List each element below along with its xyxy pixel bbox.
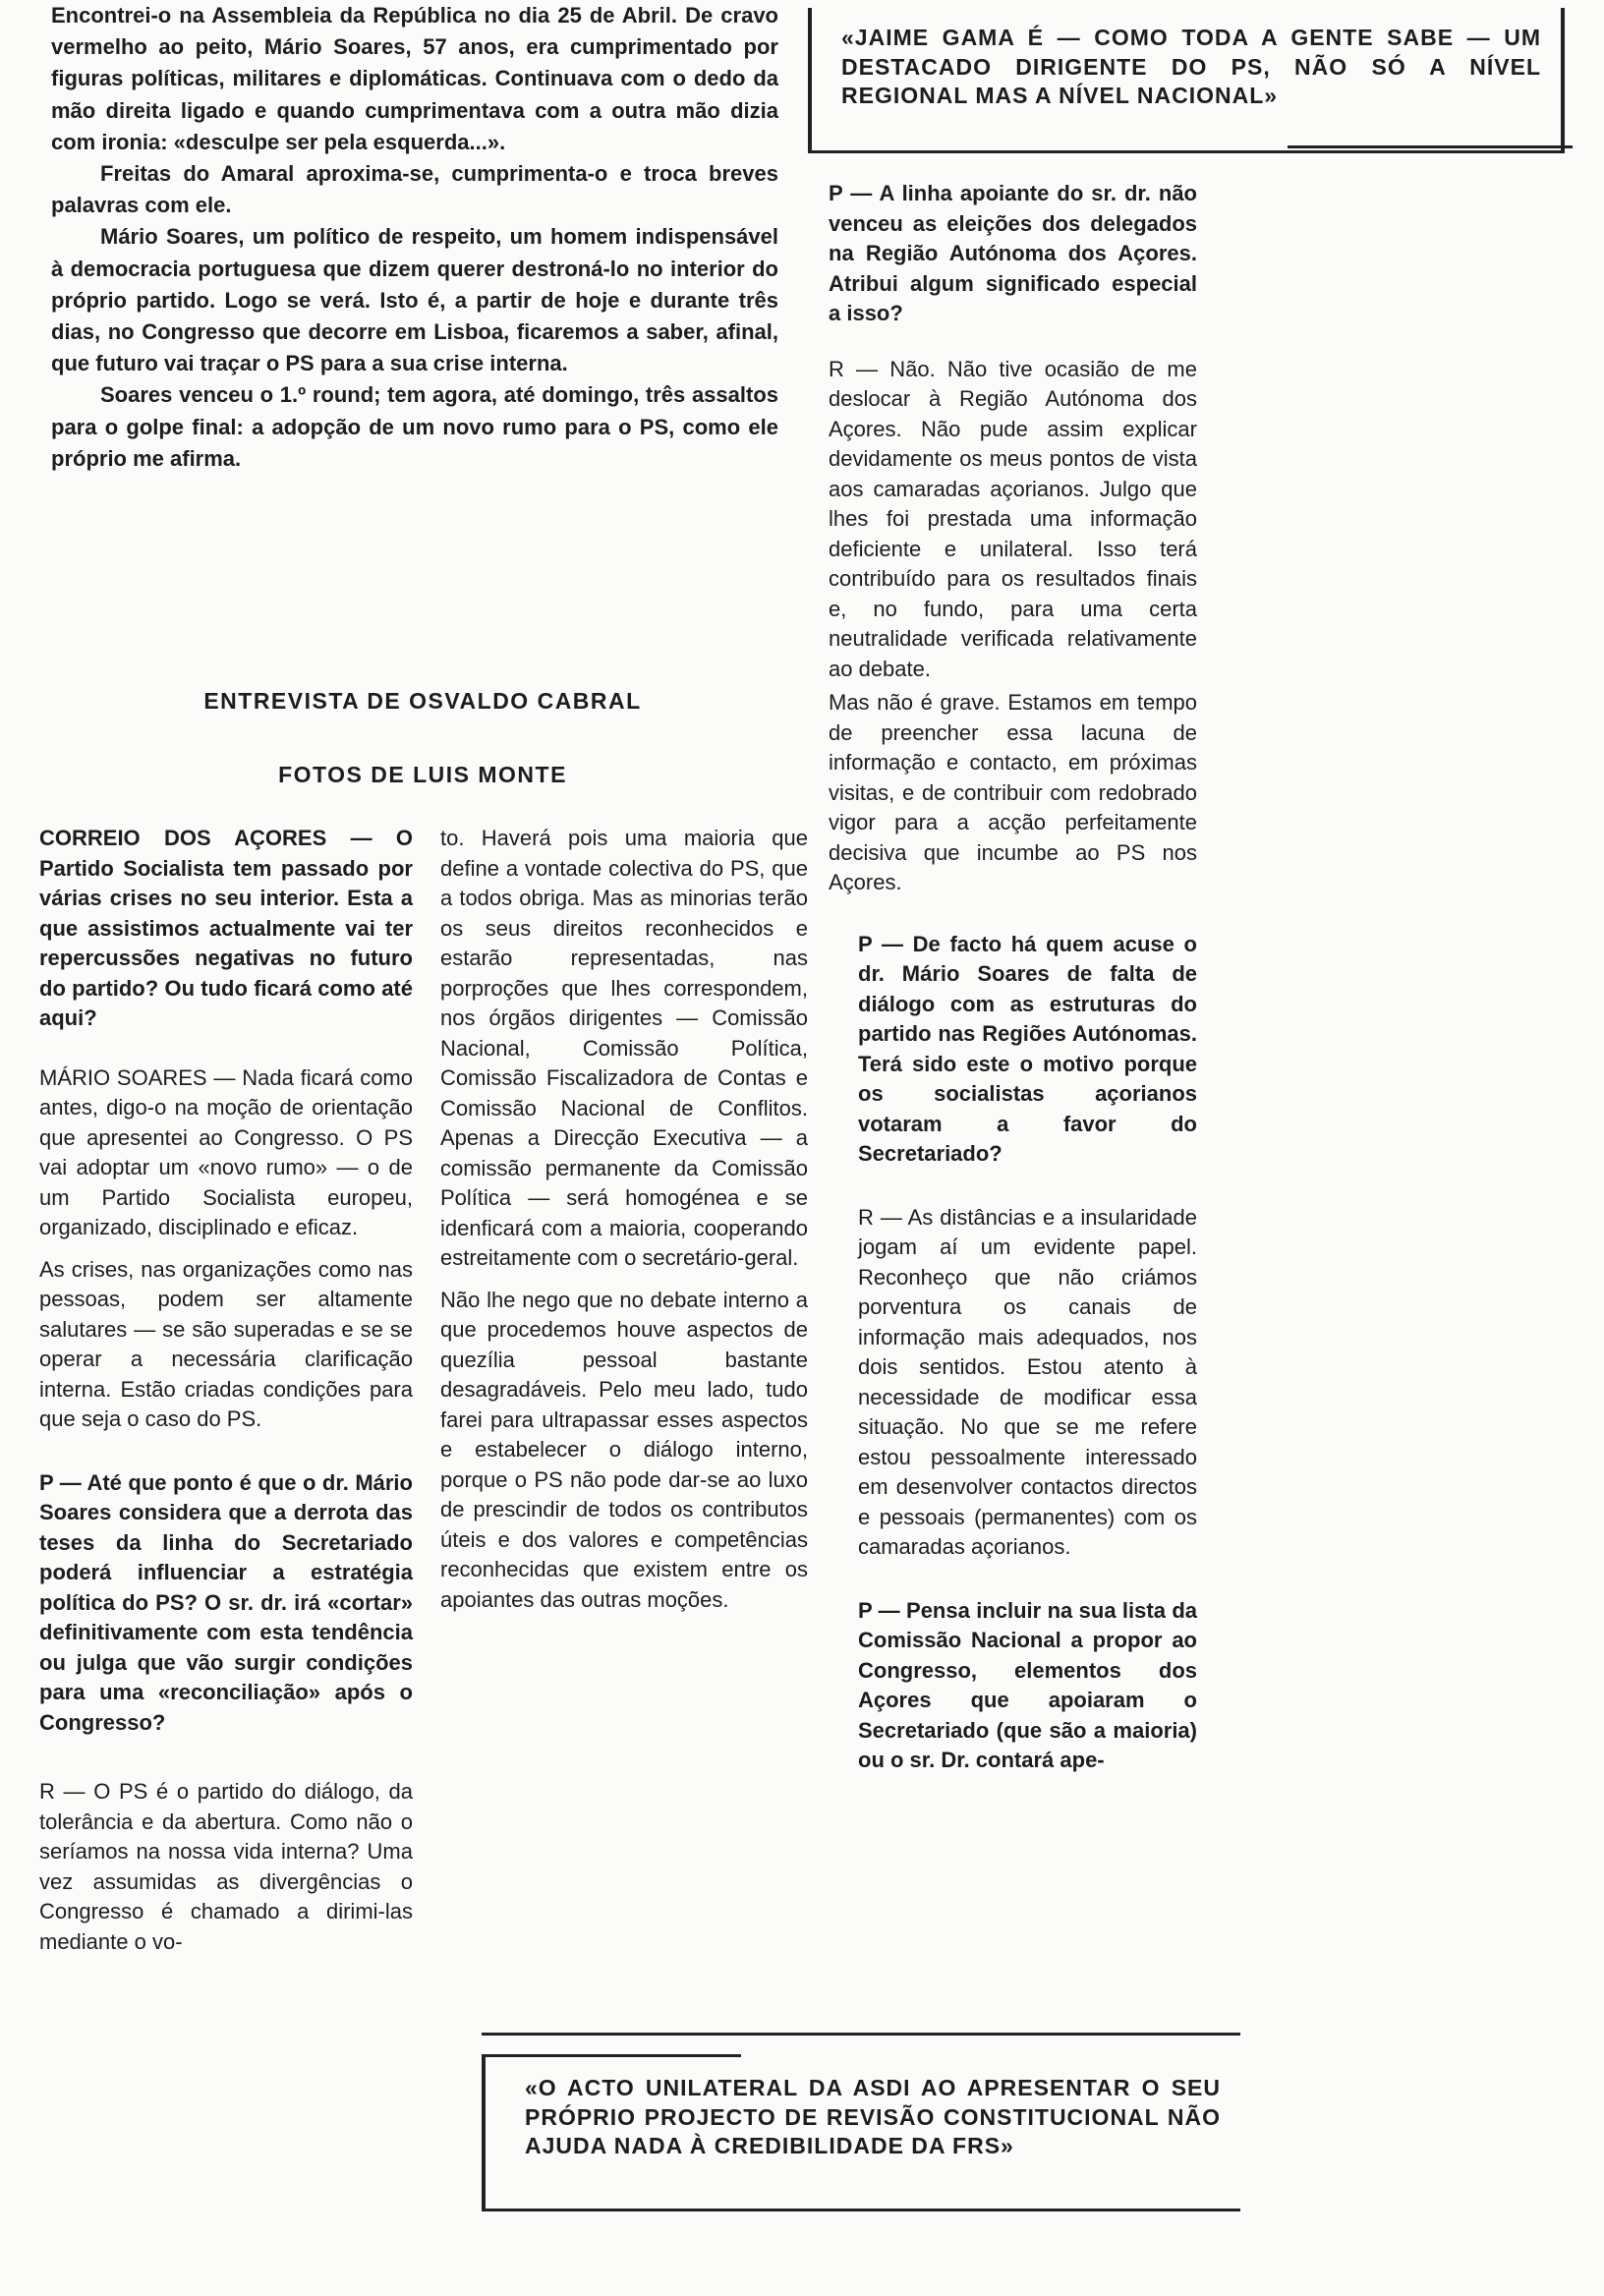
column-3-question-1: P — A linha apoiante do sr. dr. não venceu as eleições dos delegados na Região Autónoma dos Açores. Atribui algum significado especial a isso?	[829, 181, 1197, 325]
pull-quote-bottom-rule	[482, 2033, 1240, 2036]
column-3-answer-2: Mas não é grave. Estamos em tempo de preencher essa lacuna de informação e contacto, em próximas visitas, e de contribuir com redobrado vigor para a acção perfeitamente decisiva que incumbe ao PS nos Açores.	[829, 690, 1197, 894]
pull-quote-top-text: «JAIME GAMA É — COMO TODA A GENTE SABE — UM DESTACADO DIRIGENTE DO PS, NÃO SÓ A NÍVEL REGIONAL MAS A NÍVEL NACIONAL»	[841, 25, 1541, 108]
column-1-answer-1: MÁRIO SOARES — Nada ficará como antes, digo-o na moção de orientação que apresentei ao Congresso. O PS vai adoptar um «novo rumo» — o de um Partido Socialista europeu, organizado, disciplinado e eficaz.	[39, 1064, 413, 1239]
pull-quote-bottom-text: «O ACTO UNILATERAL DA ASDI AO APRESENTAR O SEU PRÓPRIO PROJECTO DE REVISÃO CONSTITUCIONAL NÃO AJUDA NADA À CREDIBILIDADE DA FRS»	[525, 2075, 1221, 2158]
column-2-answer-2: Não lhe nego que no debate interno a que procedemos houve aspectos de quezília pessoal bastante desagradáveis. Pelo meu lado, tudo farei para ultrapassar esses aspectos e estabelecer o diálogo interno, porque o PS não pode dar-se ao luxo de prescindir de todos os contributos úteis e dos valores e competências reconhecidas que existem entre os apoiantes das outras moções.	[440, 1287, 808, 1612]
column-3-question-2: P — De facto há quem acuse o dr. Mário Soares de falta de diálogo com as estruturas do partido nas Regiões Autónomas. Terá sido este o motivo porque os socialistas açorianos votaram a favor do Secretariado?	[858, 931, 1197, 1166]
photo-credit: FOTOS DE LUIS MONTE	[278, 762, 567, 787]
column-3-question-3: P — Pensa incluir na sua lista da Comissão Nacional a propor ao Congresso, elementos dos Açores que apoiaram o Secretariado (que são a maioria) ou o sr. Dr. contará ape-	[858, 1597, 1197, 1772]
intro-paragraph-2: Freitas do Amaral aproxima-se, cumprimenta-o e troca breves palavras com ele.	[51, 161, 778, 218]
column-3	[829, 179, 1197, 1788]
column-1-answer-2: As crises, nas organizações como nas pessoas, podem ser altamente salutares — se são superadas e se se operar a necessária clarificação interna. Estão criadas condições para que seja o caso do PS.	[39, 1256, 413, 1431]
intro-paragraph-4: Soares venceu o 1.º round; tem agora, até domingo, três assaltos para o golpe final: a adopção de um novo rumo para o PS, como ele próprio me afirma.	[51, 382, 778, 471]
column-2-answer-1: to. Haverá pois uma maioria que define a vontade colectiva do PS, que a todos obriga. Mas as minorias terão os seus direitos reconhecidos e estarão representadas, nas porproções que lhes correspondem, nos órgãos dirigentes — Comissão Nacional, Comissão Política, Comissão Fiscalizadora de Contas e Comissão Nacional de Conflitos. Apenas a Direcção Executiva — a comissão permanente da Comissão Política — será homogénea e se idenficará com a maioria, cooperando estreitamente com o secretário-geral.	[440, 826, 808, 1270]
intro-block	[51, 0, 778, 475]
column-2	[440, 824, 808, 1627]
column-3-answer-3: R — As distâncias e a insularidade jogam aí um evidente papel. Reconheço que não criámos porventura os canais de informação mais adequados, nos dois sentidos. Estou atento à necessidade de modificar essa situação. No que se me refere estou pessoalmente interessado em desenvolver contactos directos e pessoais (permanentes) com os camaradas açorianos.	[858, 1204, 1197, 1559]
column-1	[39, 824, 413, 1969]
column-3-answer-1: R — Não. Não tive ocasião de me deslocar à Região Autónoma dos Açores. Não pude assim explicar devidamente os meus pontos de vista aos camaradas açorianos. Julgo que lhes foi prestada uma informação deficiente e unilateral. Isso terá contribuído para os resultados finais e, no fundo, para uma certa neutralidade verificada relativamente ao debate.	[829, 356, 1197, 681]
intro-paragraph-1: Encontrei-o na Assembleia da República no dia 25 de Abril. De cravo vermelho ao peito, Mário Soares, 57 anos, era cumprimentado por figuras políticas, militares e diplomáticas. Continuava com o dedo da mão direita ligado e quando cumprimentava com a outra mão dizia com ironia: «desculpe ser pela esquerda...».	[51, 3, 778, 154]
column-1-question-2: P — Até que ponto é que o dr. Mário Soares considera que a derrota das teses da linha do Secretariado poderá influenciar a estratégia política do PS? O sr. dr. irá «cortar» definitivamente com esta tendência ou julga que vão surgir condições para uma «reconciliação» após o Congresso?	[39, 1469, 413, 1735]
intro-paragraph-3: Mário Soares, um político de respeito, um homem indispensável à democracia portuguesa que dizem querer destroná-lo no interior do próprio partido. Logo se verá. Isto é, a partir de hoje e durante três dias, no Congresso que decorre em Lisboa, ficaremos a saber, afinal, que futuro vai traçar o PS para a sua crise interna.	[51, 224, 778, 376]
pull-quote-bottom	[482, 2054, 1240, 2211]
pull-quote-top-rule	[1288, 145, 1573, 148]
interview-credit: ENTREVISTA DE OSVALDO CABRAL	[203, 688, 642, 714]
column-1-question-1: CORREIO DOS AÇORES — O Partido Socialista tem passado por várias crises no seu interior. Esta a que assistimos actualmente vai ter repercussões negativas no futuro do partido? Ou tudo ficará como até aqui?	[39, 826, 413, 1030]
column-1-answer-3: R — O PS é o partido do diálogo, da tolerância e da abertura. Como não o seríamos na nossa vida interna? Uma vez assumidas as divergências o Congresso é chamado a dirimi-las mediante o vo-	[39, 1779, 413, 1954]
pull-quote-top	[808, 8, 1565, 153]
